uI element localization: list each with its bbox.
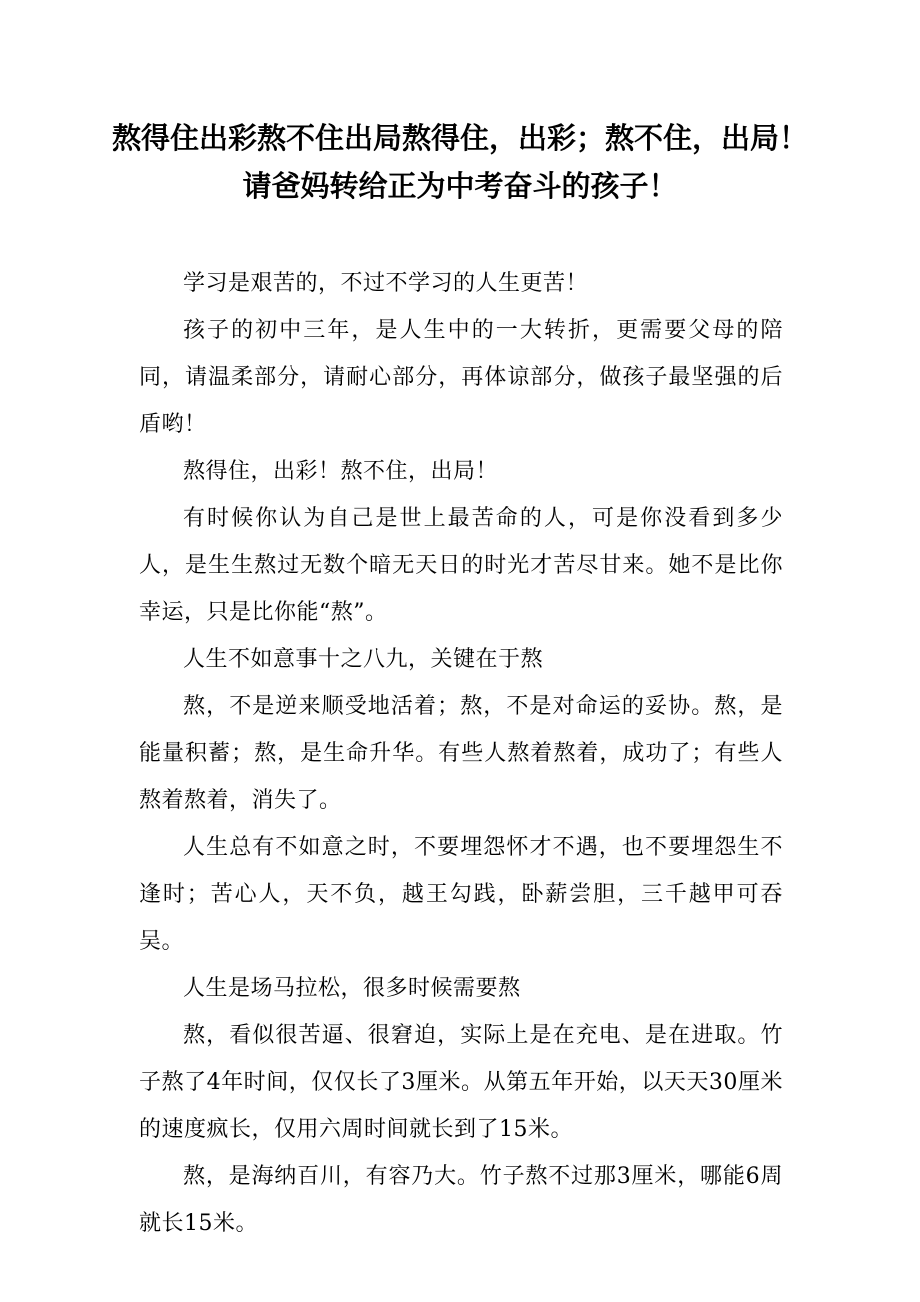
document-title-line-2: 请爸妈转给正为中考奋斗的孩子！ [242,169,678,203]
document-body [139,260,783,1247]
paragraph: 熬，是海纳百川，有容乃大。竹子熬不过那3厘米，哪能6周就长15米。 [139,1164,783,1236]
paragraph: 学习是艰苦的，不过不学习的人生更苦！ [183,271,589,296]
paragraph: 人生不如意事十之八九，关键在于熬 [183,647,544,672]
paragraph: 熬，不是逆来顺受地活着；熬，不是对命运的妥协。熬，是能量积蓄；熬，是生命升华。有些人熬着熬着，成功了；有些人熬着熬着，消失了。 [139,694,783,813]
paragraph: 孩子的初中三年，是人生中的一大转折，更需要父母的陪同，请温柔部分，请耐心部分，再体谅部分，做孩子最坚强的后盾哟！ [139,318,783,437]
document-title-line-1: 熬得住出彩熬不住出局熬得住，出彩；熬不住，出局！ [111,121,808,155]
paragraph: 熬，看似很苦逼、很窘迫，实际上是在充电、是在进取。竹子熬了4年时间，仅仅长了3厘米。从第五年开始，以天天30厘米的速度疯长，仅用六周时间就长到了15米。 [139,1023,783,1142]
paragraph: 有时候你认为自己是世上最苦命的人，可是你没看到多少人，是生生熬过无数个暗无天日的时光才苦尽甘来。她不是比你幸运，只是比你能“熬”。 [139,506,783,625]
paragraph: 人生总有不如意之时，不要埋怨怀才不遇，也不要埋怨生不逢时；苦心人，天不负，越王勾践，卧薪尝胆，三千越甲可吞吴。 [139,835,783,954]
paragraph: 熬得住，出彩！熬不住，出局！ [183,459,499,484]
paragraph: 人生是场马拉松，很多时候需要熬 [183,976,521,1001]
